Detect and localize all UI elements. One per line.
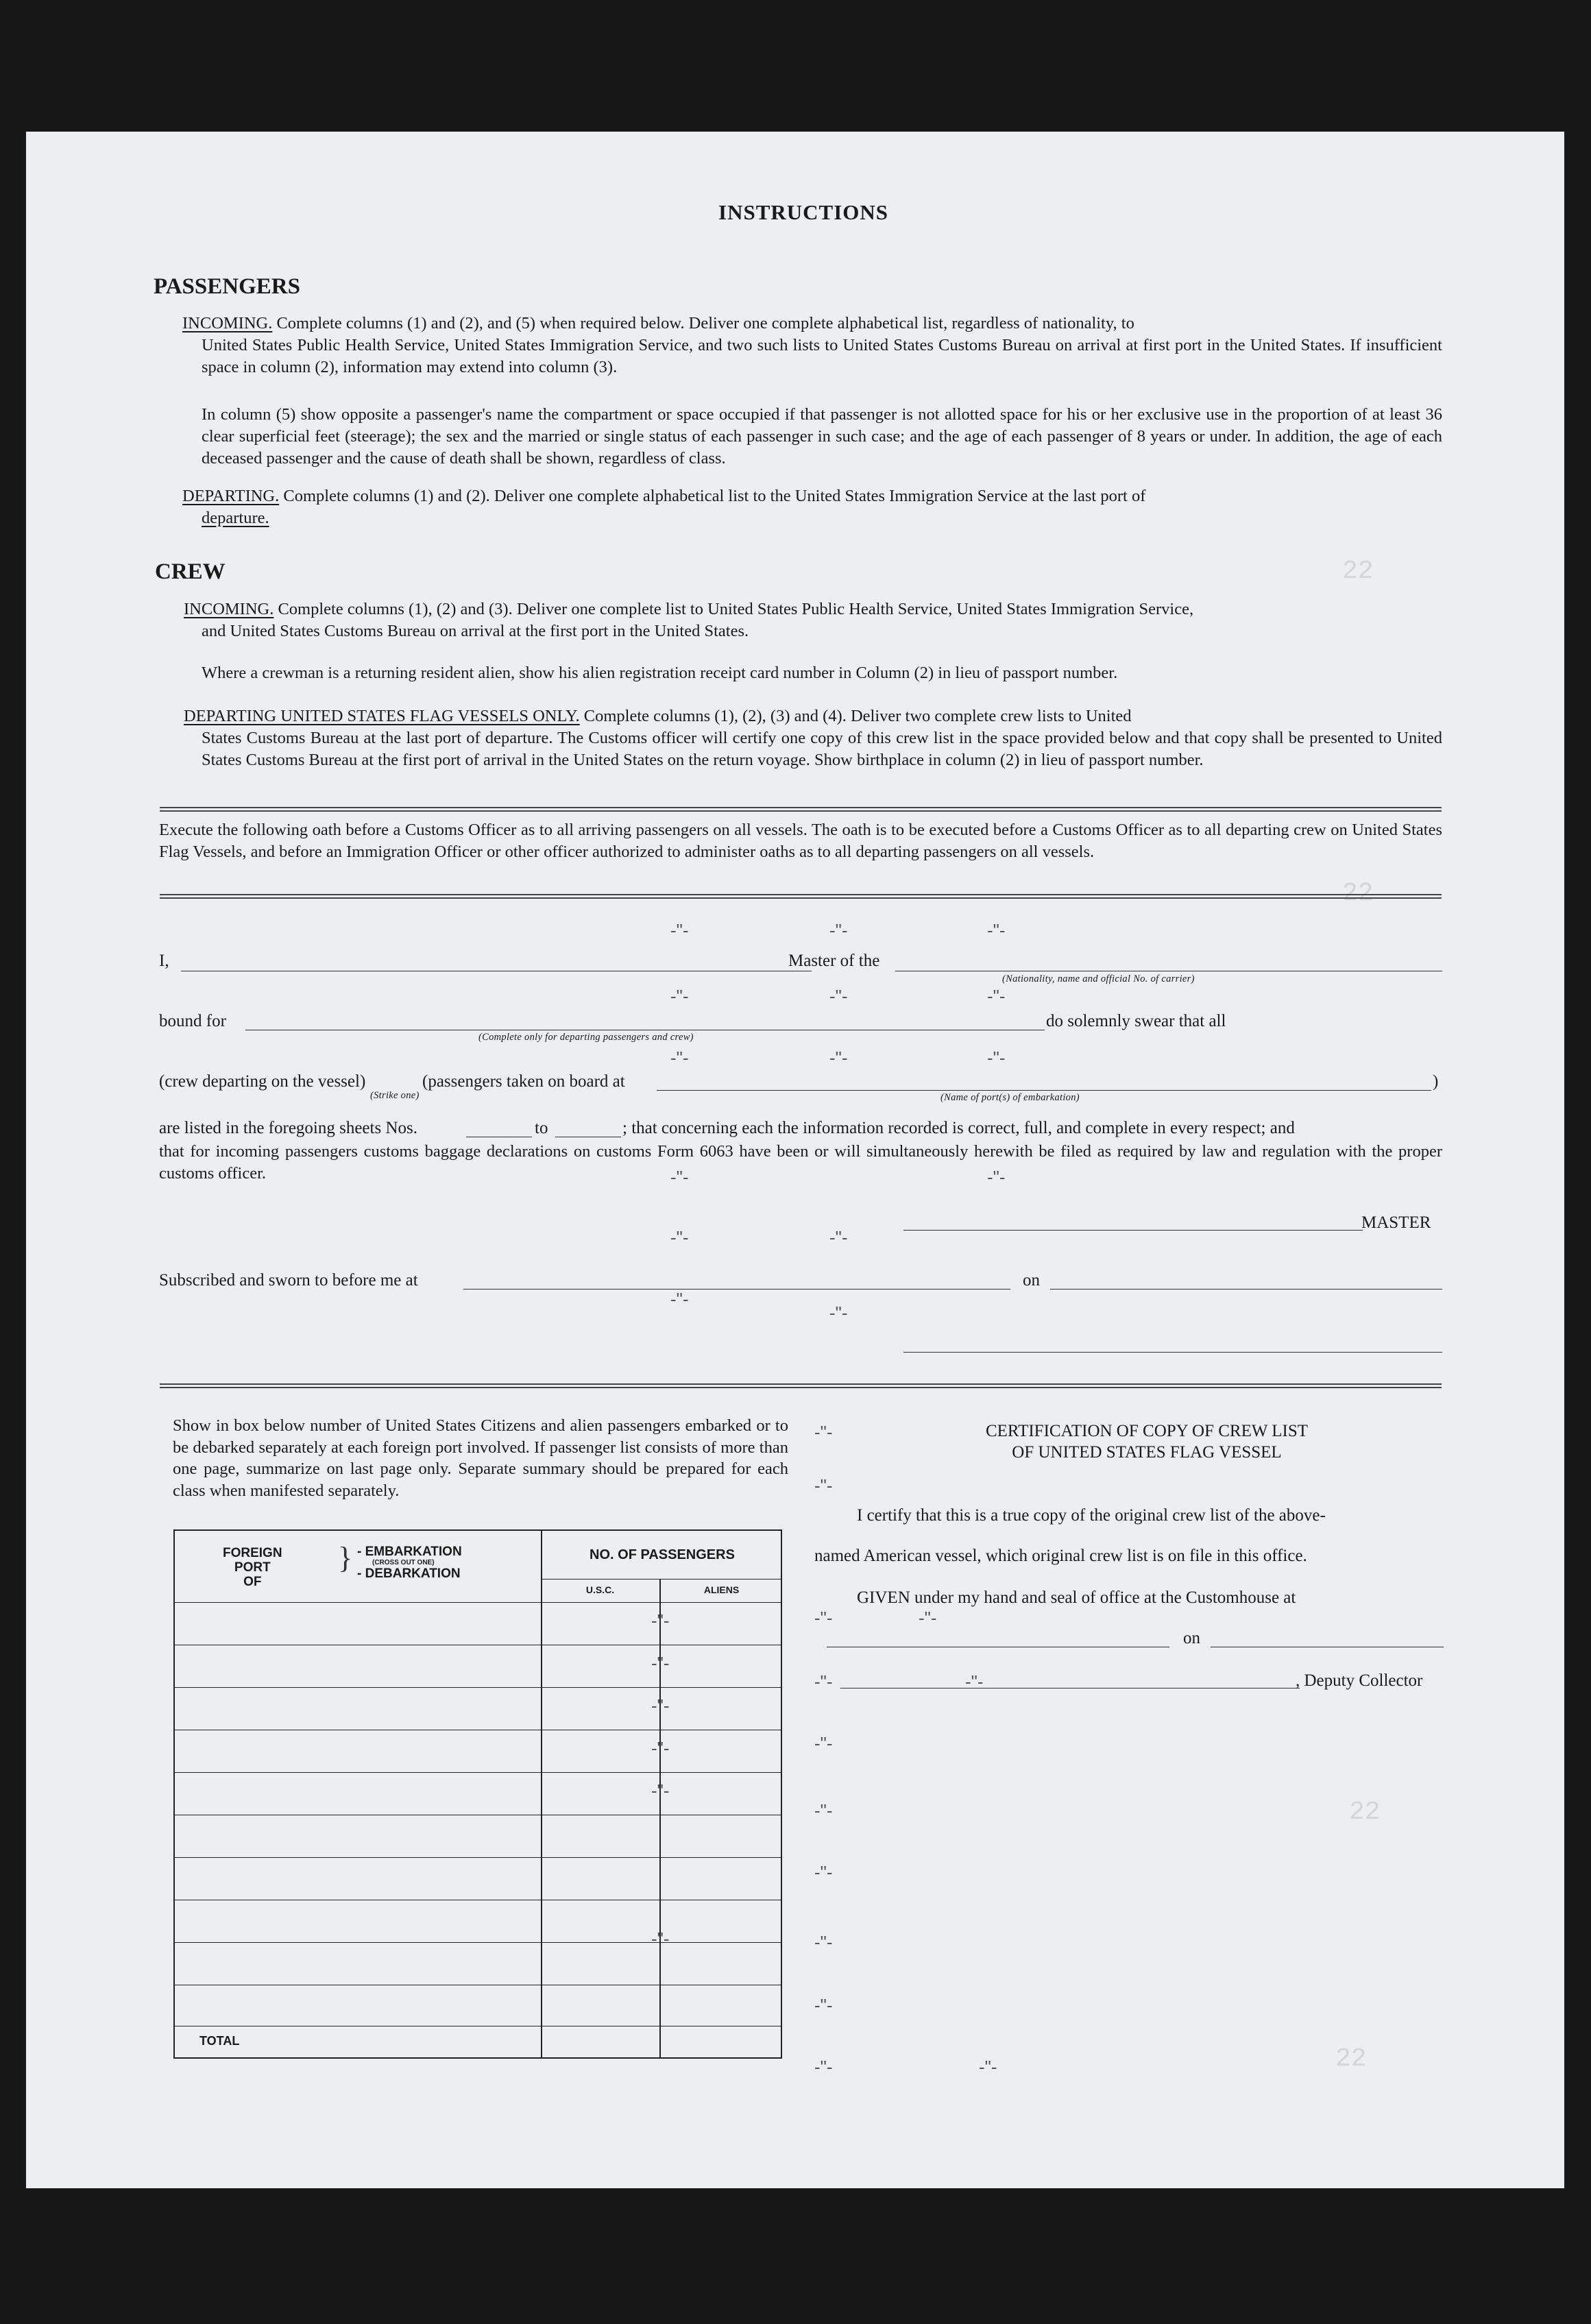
bound-hint: (Complete only for departing passengers and crew) xyxy=(478,1032,694,1043)
incoming-text-line1: Complete columns (1) and (2), and (5) when required below. Deliver one complete alphabetical list, regardless of nationality, to xyxy=(276,314,1134,332)
ditto-mark: -"- xyxy=(670,1048,689,1068)
table-column-divider xyxy=(659,1579,661,2057)
summary-instructions: Show in box below number of United States Citizens and alien passengers embarked or to be debarked separately at each foreign port involved. If passenger list consists of more than one page, summarize on last page only. Separate summary should be prepared for each class when manifested separately. xyxy=(173,1416,788,1500)
passengers-column5-paragraph: In column (5) show opposite a passenger's name the compartment or space occupied if that passenger is not allotted space for his or her exclusive use in the proportion of at least 36 clear superficial feet (steerage); the sex and the married or single status of each passenger in such case; and the age of each passenger of 8 years or under. In addition, the age of each deceased passenger and the cause of death shall be shown, regardless of class. xyxy=(202,405,1442,468)
embarkation-ports-line[interactable] xyxy=(657,1090,1431,1091)
ditto-mark: -"- xyxy=(829,1227,848,1248)
strike-one-hint: (Strike one) xyxy=(370,1090,420,1101)
passengers-incoming-paragraph xyxy=(182,313,1442,335)
aliens-header: ALIENS xyxy=(703,1584,740,1595)
passengers-heading: PASSENGERS xyxy=(154,274,300,299)
passengers-taken-option: (passengers taken on board at xyxy=(422,1072,625,1091)
divider xyxy=(160,894,1442,899)
bleed-through-text: 22 xyxy=(1349,1798,1381,1827)
listed-to-label: to xyxy=(535,1119,548,1137)
certification-heading xyxy=(910,1420,1383,1463)
ditto-mark: -"- xyxy=(987,1048,1006,1068)
ditto-mark: -"- xyxy=(814,1422,833,1442)
certification-heading-line1: CERTIFICATION OF COPY OF CREW LIST xyxy=(985,1422,1309,1440)
ditto-mark: -"- xyxy=(651,1928,670,1949)
bound-for-label: bound for xyxy=(159,1012,226,1030)
header-foreign: FOREIGN xyxy=(223,1546,282,1560)
ditto-mark: -"- xyxy=(651,1610,670,1631)
master-of-label: Master of the xyxy=(788,952,880,970)
subscribed-label: Subscribed and sworn to before me at xyxy=(159,1271,418,1290)
page-title: INSTRUCTIONS xyxy=(718,200,889,224)
table-header-bottom xyxy=(175,1602,781,1603)
bleed-through-text: 22 xyxy=(1342,557,1374,586)
listed-continuation: ; that concerning each the information recorded is correct, full, and complete in every respect; and xyxy=(622,1119,1295,1137)
ditto-mark: -"- xyxy=(814,1475,833,1496)
nationality-hint: (Nationality, name and official No. of carrier) xyxy=(1002,973,1195,984)
ditto-mark: -"- xyxy=(670,1289,689,1309)
ditto-mark: -"- xyxy=(651,1653,670,1673)
ditto-mark: -"- xyxy=(670,920,689,941)
header-port: PORT xyxy=(234,1560,271,1575)
deputy-collector-label: , Deputy Collector xyxy=(1296,1671,1423,1690)
passengers-departing-paragraph xyxy=(182,485,1442,507)
close-paren: ) xyxy=(1433,1072,1439,1091)
given-on-label: on xyxy=(1183,1629,1200,1647)
ditto-mark: -"- xyxy=(651,1738,670,1758)
ditto-mark: -"- xyxy=(987,986,1006,1006)
crew-departing-rest: States Customs Bureau at the last port of departure. The Customs officer will certify one copy of this crew list in the space provided below and that copy shall be presented to United States Customs Bureau at the first port of arrival in the United States on the return voyage. Show birthplace in column (2) in lieu of passport number. xyxy=(202,729,1442,769)
swear-label: do solemnly swear that all xyxy=(1046,1012,1226,1030)
ditto-mark: -"- xyxy=(814,1608,833,1628)
master-signature-label: MASTER xyxy=(1361,1213,1431,1232)
crew-departing-label: DEPARTING UNITED STATES FLAG VESSELS ONLY. xyxy=(184,707,580,725)
incoming-label: INCOMING. xyxy=(182,314,273,332)
crew-heading: CREW xyxy=(155,559,226,584)
subscribed-date-line[interactable] xyxy=(1050,1289,1442,1290)
embark-debark-header xyxy=(357,1545,462,1581)
embarkation-option: - EMBARKATION xyxy=(357,1545,462,1559)
ditto-mark: -"- xyxy=(829,986,848,1006)
ditto-mark: -"- xyxy=(651,1695,670,1716)
certify-line1: I certify that this is a true copy of the original crew list of the above- xyxy=(857,1506,1326,1525)
ditto-mark: -"- xyxy=(814,1932,833,1952)
departing-text-line1: Complete columns (1) and (2). Deliver one complete alphabetical list to the United States Immigration Service at the last port of xyxy=(283,487,1146,505)
bleed-through-text: 22 xyxy=(1342,879,1374,908)
divider xyxy=(160,807,1442,812)
bleed-through-text: 22 xyxy=(1335,2044,1367,2074)
crew-departing-paragraph xyxy=(184,705,1442,727)
departure-word: departure. xyxy=(202,509,269,527)
crew-incoming-label: INCOMING. xyxy=(184,600,274,618)
ditto-mark: -"- xyxy=(829,1048,848,1068)
ditto-mark: -"- xyxy=(965,1671,984,1692)
passengers-departing-rest xyxy=(202,507,269,529)
oath-i-label: I, xyxy=(159,952,169,970)
form-page xyxy=(26,132,1564,2188)
ditto-mark: -"- xyxy=(987,920,1006,941)
ditto-mark: -"- xyxy=(814,1800,833,1821)
ditto-mark: -"- xyxy=(979,2057,997,2077)
certify-line2: named American vessel, which original crew list is on file in this office. xyxy=(814,1547,1307,1565)
foreign-port-header xyxy=(223,1546,282,1589)
crew-incoming-text-line1: Complete columns (1), (2) and (3). Deliver one complete list to United States Public Health Service, United States Immigration Service, xyxy=(278,600,1194,618)
table-row[interactable] xyxy=(175,1857,781,1858)
ditto-mark: -"- xyxy=(670,1227,689,1248)
no-of-passengers-header: NO. OF PASSENGERS xyxy=(590,1547,735,1562)
listed-sheets-label: are listed in the foregoing sheets Nos. xyxy=(159,1119,417,1137)
ditto-mark: -"- xyxy=(814,1995,833,2016)
listed-rest: that for incoming passengers customs baggage declarations on customs Form 6063 have been or will simultaneously herewith be filed as required by law and regulation with the proper customs officer. xyxy=(159,1142,1442,1183)
brace-glyph: } xyxy=(338,1541,353,1575)
ditto-mark: -"- xyxy=(829,920,848,941)
total-label: TOTAL xyxy=(199,2034,240,2048)
master-signature-line[interactable] xyxy=(903,1230,1363,1231)
subscribed-on-label: on xyxy=(1023,1271,1040,1290)
table-row[interactable] xyxy=(175,1942,781,1943)
ditto-mark: -"- xyxy=(670,986,689,1006)
crew-resident-alien-paragraph: Where a crewman is a returning resident alien, show his alien registration receipt card number in Column (2) in lieu of passport number. xyxy=(202,664,1118,682)
divider xyxy=(160,1383,1442,1388)
table-column-divider xyxy=(541,1531,542,2057)
officer-signature-line[interactable] xyxy=(903,1352,1442,1353)
subscribed-place-line[interactable] xyxy=(463,1289,1010,1290)
table-row[interactable] xyxy=(175,1772,781,1773)
header-of: OF xyxy=(243,1575,262,1589)
ports-hint: (Name of port(s) of embarkation) xyxy=(940,1092,1080,1103)
ditto-mark: -"- xyxy=(814,1671,833,1692)
passenger-summary-table xyxy=(173,1529,782,2059)
cross-out-hint: (CROSS OUT ONE) xyxy=(372,1559,435,1566)
oath-intro: Execute the following oath before a Customs Officer as to all arriving passengers on all vessels. The oath is to be executed before a Customs Officer as to all departing crew on United States Flag Vessels, and before an Immigration Officer or other officer authorized to administer oaths as to all departing passengers on all vessels. xyxy=(159,821,1442,861)
crew-incoming-paragraph xyxy=(184,598,1442,620)
ditto-mark: -"- xyxy=(987,1167,1006,1187)
crew-incoming-rest: and United States Customs Bureau on arrival at the first port in the United States. xyxy=(202,622,749,640)
debarkation-option: - DEBARKATION xyxy=(357,1566,461,1581)
ditto-mark: -"- xyxy=(814,2057,833,2077)
usc-header: U.S.C. xyxy=(585,1584,615,1595)
ditto-mark: -"- xyxy=(814,1733,833,1754)
crew-departing-option: (crew departing on the vessel) xyxy=(159,1072,366,1091)
crew-departing-text-line1: Complete columns (1), (2), (3) and (4). Deliver two complete crew lists to United xyxy=(583,707,1132,725)
ditto-mark: -"- xyxy=(651,1780,670,1801)
ditto-mark: -"- xyxy=(670,1167,689,1187)
departing-label: DEPARTING. xyxy=(182,487,280,505)
ditto-mark: -"- xyxy=(814,1862,833,1883)
certification-heading-line2: OF UNITED STATES FLAG VESSEL xyxy=(1012,1443,1282,1462)
table-row[interactable] xyxy=(175,1687,781,1688)
passengers-incoming-rest: United States Public Health Service, United States Immigration Service, and two such lists to United States Customs Bureau on arrival at first port in the United States. If insufficient space in column (2), information may extend into column (3). xyxy=(202,336,1442,376)
ditto-mark: -"- xyxy=(829,1303,848,1323)
ditto-mark: -"- xyxy=(919,1608,937,1628)
given-text: GIVEN under my hand and seal of office at the Customhouse at xyxy=(857,1588,1296,1607)
